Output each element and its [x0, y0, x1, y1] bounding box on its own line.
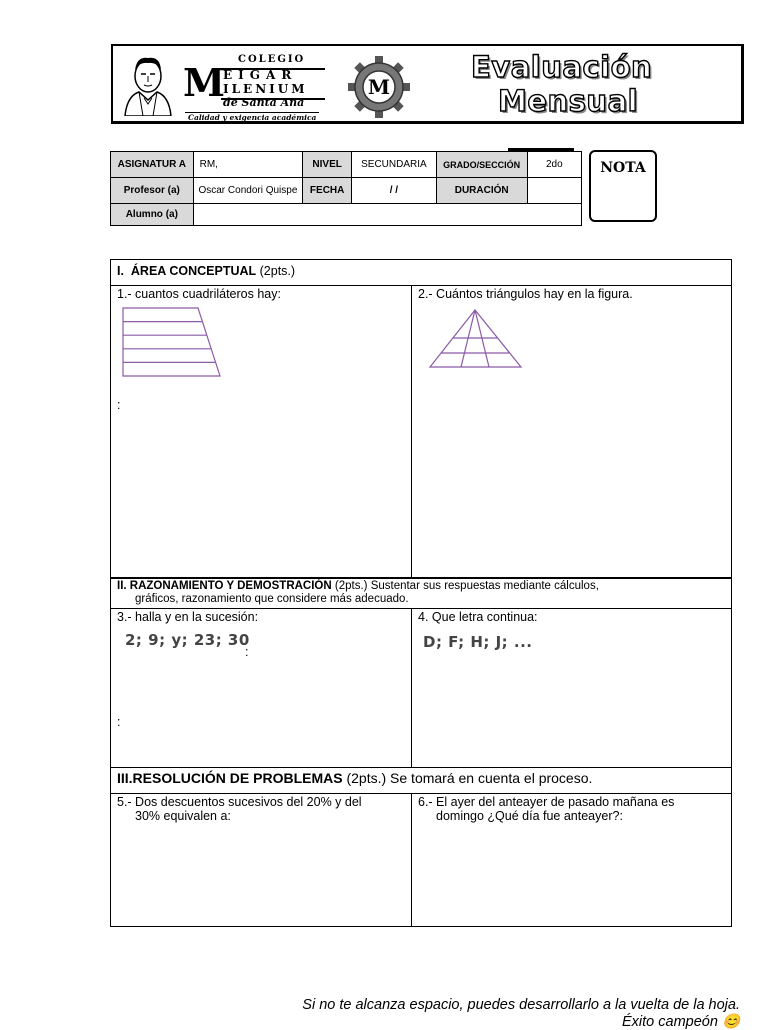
- section2-title: II. RAZONAMIENTO Y DEMOSTRACIÓN: [117, 580, 332, 592]
- nivel-value[interactable]: SECUNDARIA: [352, 152, 437, 178]
- footer-note: Si no te alcanza espacio, puedes desarrollarlo a la vuelta de la hoja.: [302, 997, 740, 1013]
- duracion-value[interactable]: [527, 178, 581, 204]
- alumno-label: Alumno (a): [111, 204, 194, 226]
- question1-text: 1.- cuantos cuadriláteros hay:: [117, 287, 281, 301]
- title-line1: Evaluación: [471, 50, 653, 84]
- question6-line1: 6.- El ayer del anteayer de pasado mañana es: [418, 795, 675, 809]
- header-banner: [111, 44, 744, 124]
- trapezoid-figure: [121, 306, 223, 378]
- footer-greeting: Éxito campeón 😊: [622, 1014, 740, 1030]
- question5-line1: 5.- Dos descuentos sucesivos del 20% y del: [117, 795, 362, 809]
- section2-text1: Sustentar sus respuestas mediante cálculos,: [370, 580, 599, 592]
- section1-numeral: I.: [117, 264, 124, 278]
- question3-cell[interactable]: [110, 608, 412, 768]
- founder-portrait-icon: [119, 52, 177, 116]
- info-table: [110, 151, 582, 226]
- question4-text: 4. Que letra continua:: [418, 610, 538, 624]
- question2-text: 2.- Cuántos triángulos hay en la figura.: [418, 287, 633, 301]
- duracion-label: DURACIÓN: [436, 178, 527, 204]
- profesor-label: Profesor (a): [111, 178, 194, 204]
- question6-cell[interactable]: [411, 793, 732, 927]
- section3-points: (2pts.): [346, 770, 387, 786]
- question3-colon-2: :: [117, 715, 121, 729]
- section3-header: [110, 767, 732, 794]
- section1-header: [110, 259, 732, 286]
- question5-line2: 30% equivalen a:: [135, 809, 231, 823]
- question6-line2: domingo ¿Qué día fue anteayer?:: [436, 809, 623, 823]
- logo-line3: de Santa Ana: [223, 96, 305, 109]
- question3-sequence: 2; 9; y; 23; 30: [125, 631, 250, 649]
- nota-box[interactable]: [589, 150, 657, 222]
- gear-logo-icon: [343, 54, 415, 120]
- question1-colon: :: [117, 398, 121, 412]
- profesor-value[interactable]: Oscar Condori Quispe: [193, 178, 303, 204]
- fecha-label: FECHA: [303, 178, 352, 204]
- asignatura-label: ASIGNATUR A: [111, 152, 194, 178]
- question2-cell[interactable]: [411, 285, 732, 578]
- section3-title: III.RESOLUCIÓN DE PROBLEMAS: [117, 770, 343, 786]
- logo-line1: EIGAR: [223, 68, 298, 82]
- question4-cell[interactable]: [411, 608, 732, 768]
- colegio-label: COLEGIO: [238, 54, 306, 65]
- section2-header: [110, 578, 732, 609]
- grado-label: GRADO/SECCIÓN: [436, 152, 527, 178]
- nota-label: NOTA: [600, 160, 646, 176]
- section1-points: (2pts.): [259, 264, 296, 278]
- question5-cell[interactable]: [110, 793, 412, 927]
- fecha-value[interactable]: / /: [352, 178, 437, 204]
- question1-cell[interactable]: [110, 285, 412, 578]
- alumno-value[interactable]: [193, 204, 581, 226]
- gear-letter: M: [367, 75, 391, 99]
- question4-sequence: D; F; H; J; ...: [423, 633, 533, 651]
- nivel-label: NIVEL: [303, 152, 352, 178]
- logo-initial: M: [183, 60, 226, 105]
- section3-text: Se tomará en cuenta el proceso.: [390, 770, 593, 786]
- question3-colon: :: [245, 645, 249, 659]
- logo-line2: ILENIUM: [223, 82, 308, 96]
- title-line2: Mensual: [498, 84, 639, 118]
- section2-points: (2pts.): [334, 580, 368, 592]
- grado-value[interactable]: 2do: [527, 152, 581, 178]
- section1-title: ÁREA CONCEPTUAL: [130, 264, 257, 278]
- tagline: Calidad y exigencia académica: [185, 112, 319, 123]
- asignatura-value[interactable]: RM,: [193, 152, 303, 178]
- question3-text: 3.- halla y en la sucesión:: [117, 610, 259, 624]
- triangle-figure: [428, 308, 524, 370]
- section2-text2: gráficos, razonamiento que considere más adecuado.: [135, 593, 409, 605]
